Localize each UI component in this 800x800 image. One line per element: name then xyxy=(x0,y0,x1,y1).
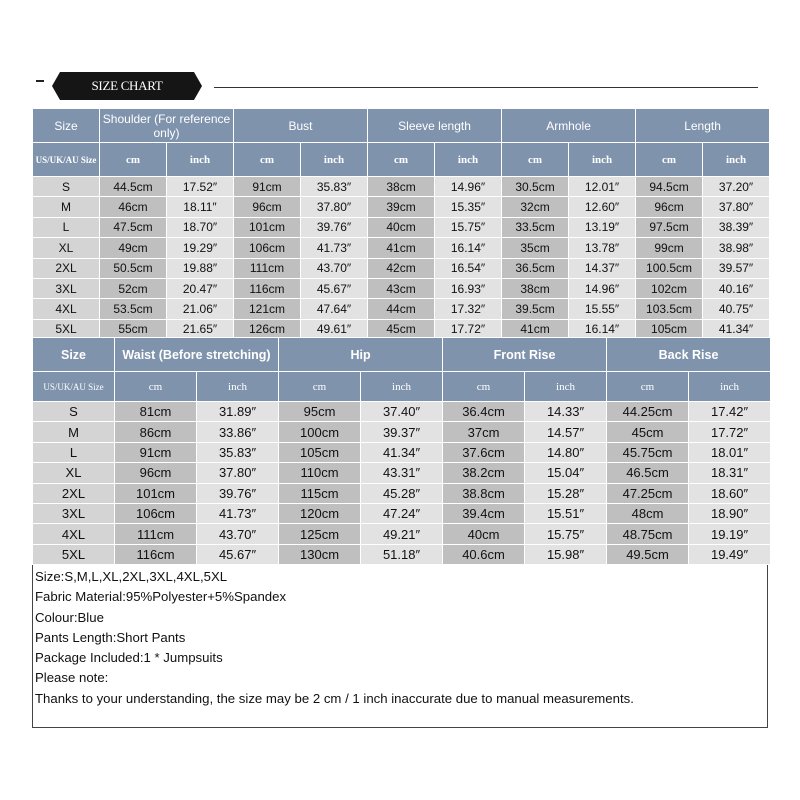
table-row xyxy=(33,197,770,217)
inch-value-cell: 19.49″ xyxy=(689,544,771,564)
cm-value-cell: 105cm xyxy=(636,319,703,339)
inch-value-cell: 14.37″ xyxy=(569,258,636,278)
inch-value-cell: 16.54″ xyxy=(435,258,502,278)
info-note-label: Please note: xyxy=(35,670,109,686)
cm-value-cell: 36.4cm xyxy=(443,402,525,422)
cm-value-cell: 94.5cm xyxy=(636,177,703,197)
cm-value-cell: 103.5cm xyxy=(636,299,703,319)
inch-value-cell: 17.72″ xyxy=(435,319,502,339)
inch-value-cell: 15.55″ xyxy=(569,299,636,319)
cm-unit: cm xyxy=(502,143,569,177)
inch-value-cell: 41.34″ xyxy=(361,442,443,462)
column-header: Length xyxy=(636,109,770,143)
info-package: Package Included:1 * Jumpsuits xyxy=(35,650,223,666)
table-row xyxy=(33,258,770,278)
inch-value-cell: 18.11″ xyxy=(167,197,234,217)
cm-value-cell: 36.5cm xyxy=(502,258,569,278)
inch-unit: inch xyxy=(167,143,234,177)
inch-value-cell: 31.89″ xyxy=(197,402,279,422)
size-cell: M xyxy=(33,422,115,442)
cm-value-cell: 115cm xyxy=(279,483,361,503)
inch-value-cell: 14.96″ xyxy=(435,177,502,197)
column-header: Armhole xyxy=(502,109,636,143)
inch-value-cell: 40.16″ xyxy=(703,278,770,298)
inch-value-cell: 15.04″ xyxy=(525,463,607,483)
inch-value-cell: 41.73″ xyxy=(197,503,279,523)
cm-value-cell: 35cm xyxy=(502,238,569,258)
inch-unit: inch xyxy=(569,143,636,177)
size-cell: 3XL xyxy=(33,503,115,523)
cm-value-cell: 49cm xyxy=(100,238,167,258)
inch-value-cell: 13.19″ xyxy=(569,217,636,237)
cm-value-cell: 96cm xyxy=(115,463,197,483)
cm-value-cell: 100.5cm xyxy=(636,258,703,278)
cm-value-cell: 45.75cm xyxy=(607,442,689,462)
cm-value-cell: 96cm xyxy=(636,197,703,217)
cm-unit: cm xyxy=(115,372,197,402)
cm-value-cell: 110cm xyxy=(279,463,361,483)
cm-value-cell: 39.5cm xyxy=(502,299,569,319)
table-row xyxy=(33,524,771,544)
cm-value-cell: 91cm xyxy=(234,177,301,197)
table-row xyxy=(33,217,770,237)
size-cell: 4XL xyxy=(33,524,115,544)
info-colour: Colour:Blue xyxy=(35,609,104,625)
cm-value-cell: 91cm xyxy=(115,442,197,462)
cm-value-cell: 38.2cm xyxy=(443,463,525,483)
inch-value-cell: 37.80″ xyxy=(197,463,279,483)
region-size-label: US/UK/AU Size xyxy=(33,372,115,402)
size-cell: 4XL xyxy=(33,299,100,319)
table-row xyxy=(33,278,770,298)
cm-value-cell: 40.6cm xyxy=(443,544,525,564)
info-pants-length: Pants Length:Short Pants xyxy=(35,629,186,645)
inch-value-cell: 15.51″ xyxy=(525,503,607,523)
inch-unit: inch xyxy=(301,143,368,177)
product-info-box xyxy=(32,565,768,728)
cm-value-cell: 32cm xyxy=(502,197,569,217)
table-row xyxy=(33,299,770,319)
size-cell: L xyxy=(33,442,115,462)
inch-value-cell: 39.57″ xyxy=(703,258,770,278)
cm-value-cell: 38cm xyxy=(368,177,435,197)
cm-value-cell: 106cm xyxy=(234,238,301,258)
inch-value-cell: 33.86″ xyxy=(197,422,279,442)
cm-value-cell: 48.75cm xyxy=(607,524,689,544)
info-size: Size:S,M,L,XL,2XL,3XL,4XL,5XL xyxy=(35,569,228,584)
cm-value-cell: 46.5cm xyxy=(607,463,689,483)
cm-value-cell: 38.8cm xyxy=(443,483,525,503)
inch-value-cell: 37.40″ xyxy=(361,402,443,422)
inch-unit: inch xyxy=(703,143,770,177)
cm-value-cell: 111cm xyxy=(115,524,197,544)
inch-value-cell: 40.75″ xyxy=(703,299,770,319)
cm-value-cell: 40cm xyxy=(368,217,435,237)
inch-value-cell: 16.93″ xyxy=(435,278,502,298)
inch-value-cell: 17.72″ xyxy=(689,422,771,442)
cm-unit: cm xyxy=(443,372,525,402)
inch-value-cell: 45.67″ xyxy=(301,278,368,298)
table-row xyxy=(33,483,771,503)
inch-value-cell: 18.31″ xyxy=(689,463,771,483)
inch-value-cell: 19.19″ xyxy=(689,524,771,544)
table-row xyxy=(33,402,771,422)
column-header: Back Rise xyxy=(607,338,771,372)
cm-unit: cm xyxy=(234,143,301,177)
inch-value-cell: 45.67″ xyxy=(197,544,279,564)
inch-value-cell: 39.76″ xyxy=(197,483,279,503)
cm-value-cell: 100cm xyxy=(279,422,361,442)
size-cell: 5XL xyxy=(33,544,115,564)
size-cell: XL xyxy=(33,463,115,483)
cm-value-cell: 105cm xyxy=(279,442,361,462)
cm-value-cell: 46cm xyxy=(100,197,167,217)
cm-value-cell: 45cm xyxy=(607,422,689,442)
info-note-text: Thanks to your understanding, the size may be 2 cm / 1 inch inaccurate due to manual measurements. xyxy=(35,690,634,706)
cm-value-cell: 86cm xyxy=(115,422,197,442)
cm-value-cell: 39.4cm xyxy=(443,503,525,523)
inch-unit: inch xyxy=(689,372,771,402)
cm-value-cell: 81cm xyxy=(115,402,197,422)
inch-value-cell: 14.33″ xyxy=(525,402,607,422)
cm-unit: cm xyxy=(607,372,689,402)
inch-value-cell: 21.65″ xyxy=(167,319,234,339)
unit-row xyxy=(33,372,771,402)
header-rule xyxy=(214,87,758,88)
inch-value-cell: 18.01″ xyxy=(689,442,771,462)
cm-value-cell: 49.5cm xyxy=(607,544,689,564)
inch-value-cell: 49.61″ xyxy=(301,319,368,339)
inch-value-cell: 47.24″ xyxy=(361,503,443,523)
cm-unit: cm xyxy=(100,143,167,177)
size-header: Size xyxy=(33,338,115,372)
cm-value-cell: 95cm xyxy=(279,402,361,422)
inch-value-cell: 13.78″ xyxy=(569,238,636,258)
size-cell: S xyxy=(33,177,100,197)
size-cell: 2XL xyxy=(33,258,100,278)
inch-value-cell: 21.06″ xyxy=(167,299,234,319)
size-cell: 3XL xyxy=(33,278,100,298)
table-row xyxy=(33,503,771,523)
inch-unit: inch xyxy=(361,372,443,402)
table-row xyxy=(33,177,770,197)
top-size-table xyxy=(32,108,770,340)
inch-value-cell: 37.20″ xyxy=(703,177,770,197)
size-cell: 5XL xyxy=(33,319,100,339)
column-header: Waist (Before stretching) xyxy=(115,338,279,372)
inch-value-cell: 51.18″ xyxy=(361,544,443,564)
cm-value-cell: 52cm xyxy=(100,278,167,298)
unit-row xyxy=(33,143,770,177)
column-header: Bust xyxy=(234,109,368,143)
inch-value-cell: 39.37″ xyxy=(361,422,443,442)
cm-value-cell: 130cm xyxy=(279,544,361,564)
inch-value-cell: 19.29″ xyxy=(167,238,234,258)
size-cell: 2XL xyxy=(33,483,115,503)
cm-value-cell: 97.5cm xyxy=(636,217,703,237)
inch-value-cell: 37.80″ xyxy=(703,197,770,217)
inch-value-cell: 43.31″ xyxy=(361,463,443,483)
inch-value-cell: 38.98″ xyxy=(703,238,770,258)
size-header: Size xyxy=(33,109,100,143)
inch-value-cell: 19.88″ xyxy=(167,258,234,278)
inch-value-cell: 15.28″ xyxy=(525,483,607,503)
inch-value-cell: 18.70″ xyxy=(167,217,234,237)
column-header: Shoulder (For reference only) xyxy=(100,109,234,143)
cm-value-cell: 45cm xyxy=(368,319,435,339)
inch-value-cell: 37.80″ xyxy=(301,197,368,217)
inch-value-cell: 43.70″ xyxy=(301,258,368,278)
table-header-row xyxy=(33,338,771,372)
cm-value-cell: 125cm xyxy=(279,524,361,544)
cm-value-cell: 41cm xyxy=(502,319,569,339)
column-header: Front Rise xyxy=(443,338,607,372)
cm-value-cell: 121cm xyxy=(234,299,301,319)
cm-value-cell: 37.6cm xyxy=(443,442,525,462)
cm-value-cell: 111cm xyxy=(234,258,301,278)
cm-value-cell: 53.5cm xyxy=(100,299,167,319)
table-row xyxy=(33,544,771,564)
cm-value-cell: 101cm xyxy=(234,217,301,237)
cm-value-cell: 116cm xyxy=(115,544,197,564)
header-dash xyxy=(36,80,44,82)
size-cell: M xyxy=(33,197,100,217)
inch-value-cell: 39.76″ xyxy=(301,217,368,237)
inch-unit: inch xyxy=(197,372,279,402)
cm-value-cell: 96cm xyxy=(234,197,301,217)
inch-value-cell: 18.60″ xyxy=(689,483,771,503)
size-cell: L xyxy=(33,217,100,237)
cm-value-cell: 30.5cm xyxy=(502,177,569,197)
inch-value-cell: 17.42″ xyxy=(689,402,771,422)
cm-value-cell: 99cm xyxy=(636,238,703,258)
region-size-label: US/UK/AU Size xyxy=(33,143,100,177)
table-row xyxy=(33,422,771,442)
cm-value-cell: 41cm xyxy=(368,238,435,258)
cm-value-cell: 47.25cm xyxy=(607,483,689,503)
cm-value-cell: 101cm xyxy=(115,483,197,503)
cm-value-cell: 33.5cm xyxy=(502,217,569,237)
size-chart-title: SIZE CHART xyxy=(60,72,194,100)
cm-value-cell: 38cm xyxy=(502,278,569,298)
column-header: Sleeve length xyxy=(368,109,502,143)
inch-value-cell: 15.98″ xyxy=(525,544,607,564)
size-cell: S xyxy=(33,402,115,422)
inch-value-cell: 45.28″ xyxy=(361,483,443,503)
table-header-row xyxy=(33,109,770,143)
cm-value-cell: 55cm xyxy=(100,319,167,339)
inch-value-cell: 41.73″ xyxy=(301,238,368,258)
cm-unit: cm xyxy=(279,372,361,402)
inch-value-cell: 15.75″ xyxy=(435,217,502,237)
table-row xyxy=(33,463,771,483)
table-row xyxy=(33,442,771,462)
inch-value-cell: 35.83″ xyxy=(197,442,279,462)
inch-value-cell: 16.14″ xyxy=(435,238,502,258)
cm-value-cell: 106cm xyxy=(115,503,197,523)
info-material: Fabric Material:95%Polyester+5%Spandex xyxy=(35,589,287,605)
cm-value-cell: 39cm xyxy=(368,197,435,217)
column-header: Hip xyxy=(279,338,443,372)
cm-value-cell: 102cm xyxy=(636,278,703,298)
inch-value-cell: 14.96″ xyxy=(569,278,636,298)
inch-value-cell: 17.32″ xyxy=(435,299,502,319)
inch-value-cell: 49.21″ xyxy=(361,524,443,544)
cm-value-cell: 116cm xyxy=(234,278,301,298)
inch-value-cell: 16.14″ xyxy=(569,319,636,339)
cm-value-cell: 44.5cm xyxy=(100,177,167,197)
bottom-size-table xyxy=(32,337,771,565)
cm-value-cell: 42cm xyxy=(368,258,435,278)
cm-value-cell: 43cm xyxy=(368,278,435,298)
inch-value-cell: 12.01″ xyxy=(569,177,636,197)
cm-unit: cm xyxy=(368,143,435,177)
cm-value-cell: 50.5cm xyxy=(100,258,167,278)
inch-value-cell: 43.70″ xyxy=(197,524,279,544)
inch-unit: inch xyxy=(525,372,607,402)
inch-value-cell: 41.34″ xyxy=(703,319,770,339)
inch-value-cell: 15.75″ xyxy=(525,524,607,544)
cm-unit: cm xyxy=(636,143,703,177)
cm-value-cell: 120cm xyxy=(279,503,361,523)
cm-value-cell: 48cm xyxy=(607,503,689,523)
inch-value-cell: 47.64″ xyxy=(301,299,368,319)
cm-value-cell: 44cm xyxy=(368,299,435,319)
size-cell: XL xyxy=(33,238,100,258)
inch-value-cell: 14.80″ xyxy=(525,442,607,462)
inch-value-cell: 17.52″ xyxy=(167,177,234,197)
cm-value-cell: 40cm xyxy=(443,524,525,544)
cm-value-cell: 44.25cm xyxy=(607,402,689,422)
inch-value-cell: 15.35″ xyxy=(435,197,502,217)
inch-unit: inch xyxy=(435,143,502,177)
inch-value-cell: 35.83″ xyxy=(301,177,368,197)
cm-value-cell: 126cm xyxy=(234,319,301,339)
inch-value-cell: 38.39″ xyxy=(703,217,770,237)
inch-value-cell: 12.60″ xyxy=(569,197,636,217)
cm-value-cell: 37cm xyxy=(443,422,525,442)
table-row xyxy=(33,238,770,258)
inch-value-cell: 18.90″ xyxy=(689,503,771,523)
inch-value-cell: 20.47″ xyxy=(167,278,234,298)
cm-value-cell: 47.5cm xyxy=(100,217,167,237)
inch-value-cell: 14.57″ xyxy=(525,422,607,442)
